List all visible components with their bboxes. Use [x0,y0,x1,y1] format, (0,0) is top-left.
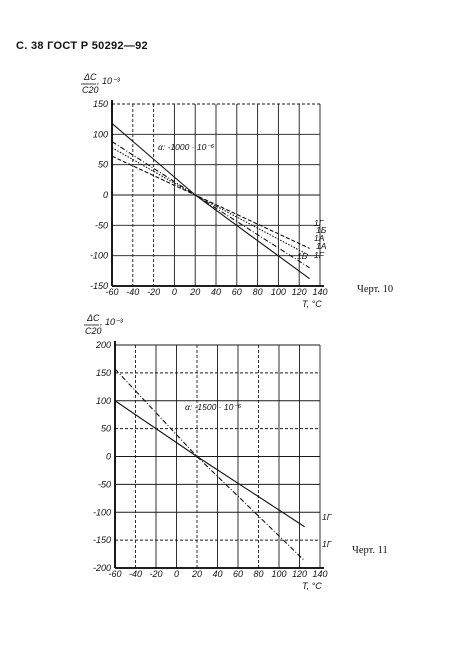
chart10-series-label: 1Г [314,218,324,228]
chart11-x-tick-label: -20 [149,569,163,579]
chart11-x-tick-label: 80 [253,569,264,579]
chart10-y-tick-label: 50 [97,159,108,170]
chart11-y-tick-label: -200 [92,563,111,573]
chart-10-caption: Черт. 10 [357,284,394,295]
chart10-y-tick-label: -50 [94,220,108,231]
chart11-xlabel: T, °C [302,581,322,591]
chart11-x-tick-label: -40 [128,569,143,579]
chart10-xlabel: T, °C [302,299,322,309]
chart10-x-tick-label: 100 [270,287,286,297]
chart10-series-line [112,142,310,268]
chart10-x-tick-label: 20 [190,287,201,297]
chart10-y-tick-label: -150 [89,281,108,291]
chart11-ylabel-numerator: ΔC [87,313,100,323]
chart10-x-tick-label: 0 [171,287,177,297]
page-header: С. 38 ГОСТ Р 50292—92 [16,40,148,52]
chart11-y-tick-label: -50 [97,479,111,490]
chart11-series-label: 1Г [322,539,332,549]
chart10-series-label: 1А [316,241,327,251]
chart10-x-tick-label: 120 [291,287,307,297]
chart10-y-tick-label: -100 [89,250,108,261]
chart11-x-tick-label: 40 [212,569,223,579]
chart10-ylabel-scale: , 10⁻³ [97,76,120,86]
chart10-x-tick-label: -20 [147,287,161,297]
chart10-plot [81,84,324,286]
chart11-y-tick-label: 200 [95,340,111,350]
chart10-x-tick-label: 80 [252,287,263,297]
chart11-x-tick-label: 0 [173,569,180,579]
chart11-y-tick-label: 100 [95,395,111,406]
chart10-y-tick-label: 0 [102,190,108,200]
chart11-x-tick-label: 100 [271,569,287,579]
chart10-series-line [112,156,310,248]
chart11-y-tick-label: -150 [92,535,111,546]
chart11-y-tick-label: 150 [95,367,111,378]
chart11-x-tick-label: 140 [312,569,328,579]
chart11-y-tick-label: 50 [100,423,111,434]
chart10-series-label: 1А [314,233,325,243]
chart11-x-tick-label: -60 [108,569,122,579]
chart10-series-note-label: 1Б [297,251,308,261]
chart11-y-tick-label: -100 [92,507,111,518]
chart10-ylabel-denominator: C20 [82,85,99,95]
chart10-x-tick-label: 140 [312,287,328,297]
chart10-series-label: 1F [314,250,324,260]
chart10-x-tick-label: 60 [231,287,242,297]
chart10-x-tick-label: -40 [126,287,140,297]
chart10-ylabel-numerator: ΔC [84,72,97,82]
chart11-plot [84,325,324,568]
chart10-x-tick-label: -60 [105,287,119,297]
chart11-x-tick-label: 120 [291,569,308,579]
chart11-alpha-annotation: α: -1500 · 10⁻⁶ [185,402,242,412]
chart11-x-tick-label: 60 [232,569,244,579]
chart11-series-label: 1Г [322,512,332,522]
chart10-x-tick-label: 40 [210,287,222,297]
chart11-series-line [115,401,305,527]
chart10-y-tick-label: 100 [92,129,108,140]
chart11-ylabel-scale: , 10⁻³ [100,317,123,327]
chart11-x-tick-label: 20 [191,569,203,579]
chart11-y-tick-label: 0 [105,451,111,462]
chart10-series-label: 1Б [316,225,327,235]
chart-11-caption: Черт. 11 [352,545,388,556]
chart11-ylabel-denominator: C20 [85,326,102,336]
chart10-alpha-annotation: α: -1000 · 10⁻⁶ [158,142,215,152]
chart10-y-tick-label: 150 [92,99,108,109]
